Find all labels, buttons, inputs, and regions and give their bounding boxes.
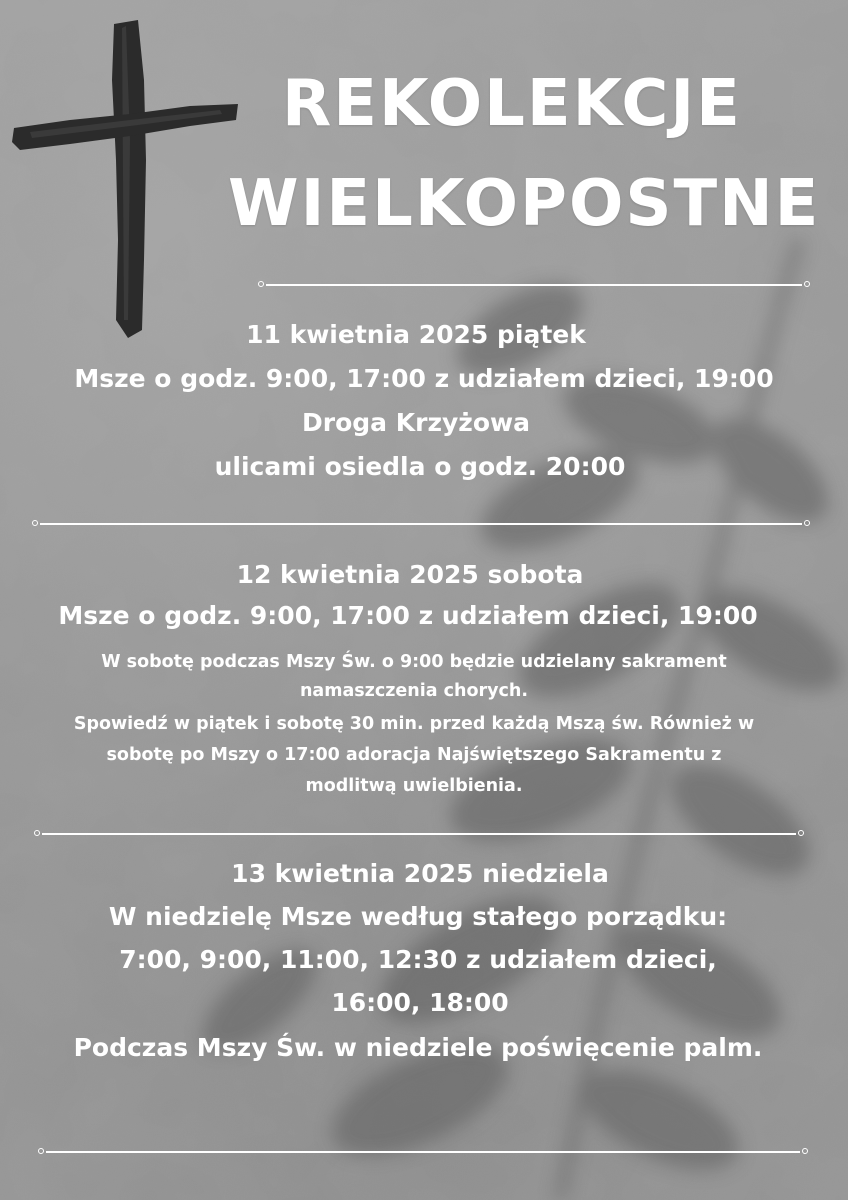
divider [38, 1145, 808, 1159]
title-line-2: WIELKOPOSTNE [228, 167, 821, 241]
section2-note-line: modlitwą uwielbienia. [305, 776, 523, 796]
cross-icon [10, 20, 242, 340]
section3-line: W niedzielę Msze według stałego porządku: [108, 902, 728, 931]
section1-masses: Msze o godz. 9:00, 17:00 z udziałem dzieci, 19:00 [74, 364, 774, 393]
section3-date: 13 kwietnia 2025 niedziela [231, 859, 609, 888]
section1-way-of-cross: Droga Krzyżowa [302, 408, 530, 437]
section3-line: 7:00, 9:00, 11:00, 12:30 z udziałem dzieci, [119, 945, 717, 974]
divider [34, 827, 804, 841]
section1-way-of-cross-details: ulicami osiedla o godz. 20:00 [214, 452, 626, 481]
section3-line: Podczas Mszy Św. w niedziele poświęcenie palm. [73, 1033, 763, 1062]
section2-note-line: Spowiedź w piątek i sobotę 30 min. przed każdą Mszą św. Również w [73, 714, 755, 734]
divider [32, 517, 810, 531]
section2-date: 12 kwietnia 2025 sobota [236, 560, 584, 589]
section1-date: 11 kwietnia 2025 piątek [246, 320, 586, 349]
section2-note-line: namaszczenia chorych. [299, 681, 529, 701]
divider [258, 278, 810, 292]
title-line-1: REKOLEKCJE [282, 67, 742, 141]
section2-note-line: sobotę po Mszy o 17:00 adoracja Najświętszego Sakramentu z [106, 745, 722, 765]
section2-note-line: W sobotę podczas Mszy Św. o 9:00 będzie udzielany sakrament [101, 652, 727, 672]
section3-line: 16:00, 18:00 [331, 988, 509, 1017]
section2-masses: Msze o godz. 9:00, 17:00 z udziałem dzieci, 19:00 [58, 601, 758, 630]
